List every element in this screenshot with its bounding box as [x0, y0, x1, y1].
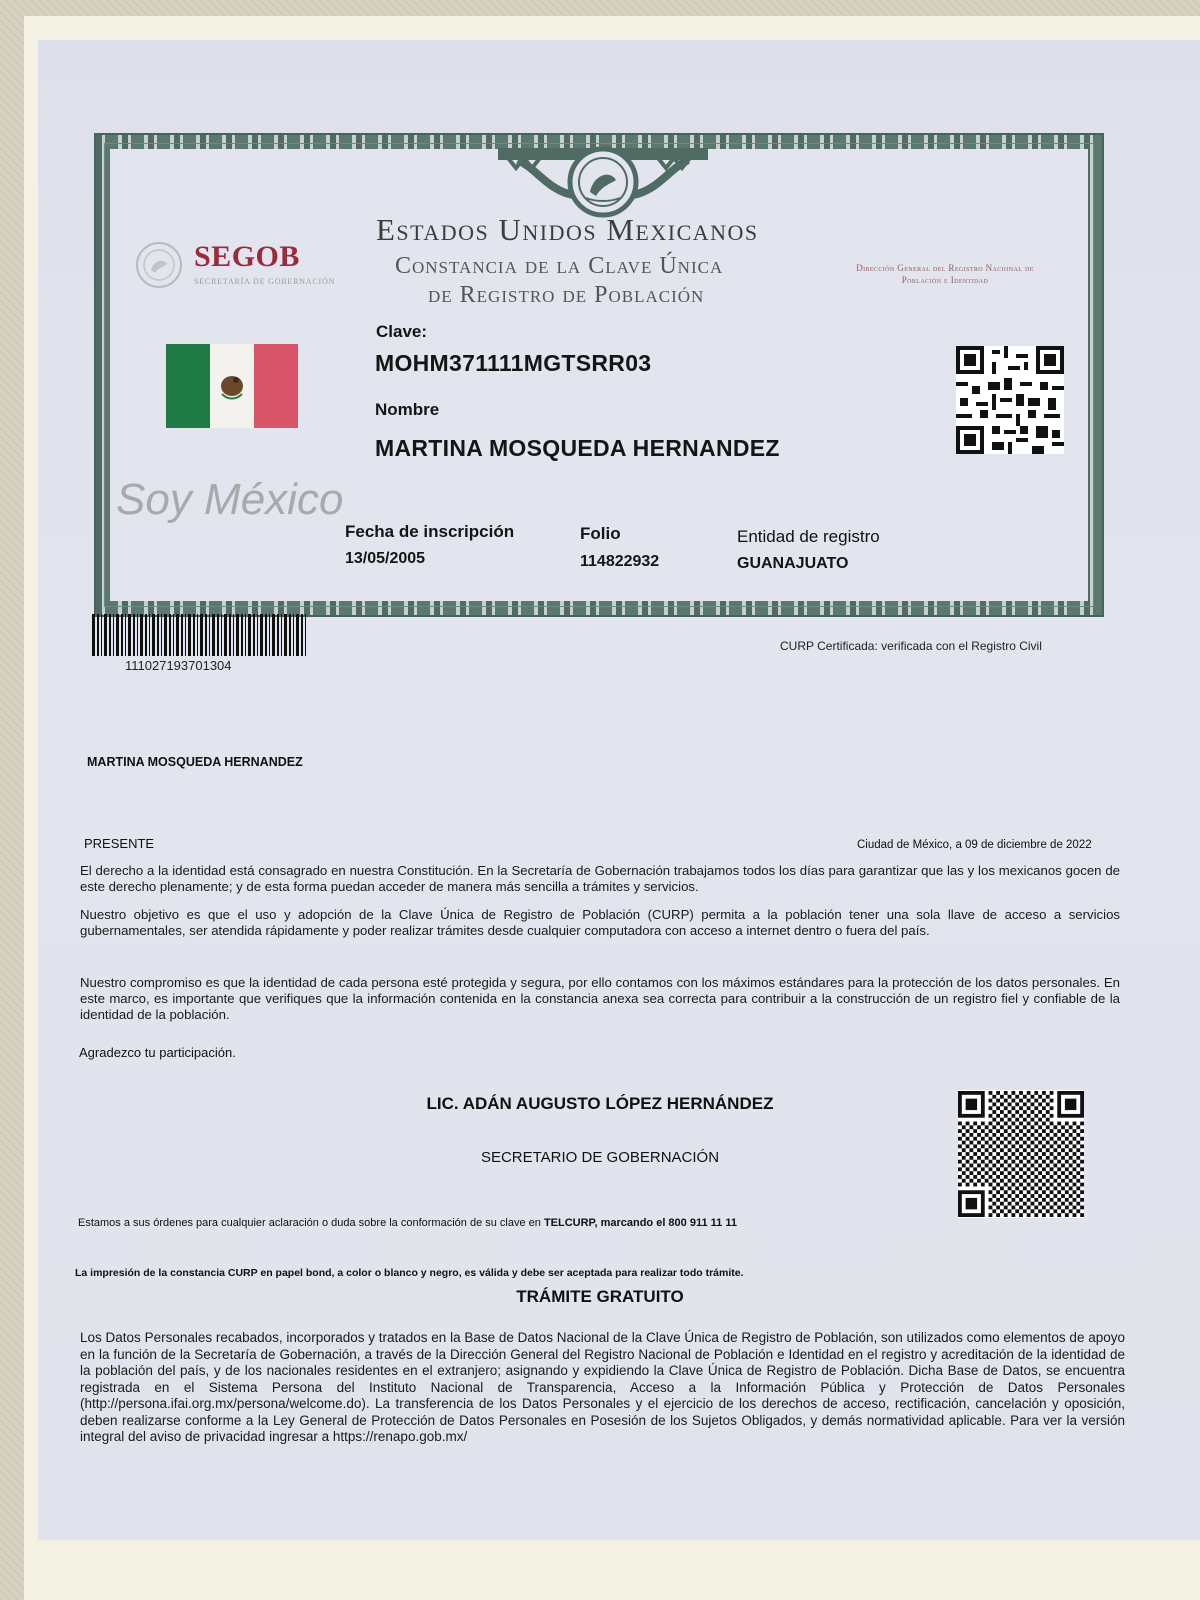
qr-code-large-icon [958, 1090, 1084, 1218]
folio-value: 114822932 [580, 553, 660, 570]
direccion-general-label: Dirección General del Registro Nacional de Población e Identidad [856, 263, 1034, 285]
impresion-validity-note: La impresión de la constancia CURP en papel bond, a color o blanco y negro, es válida y debe ser aceptada para realizar todo trámite. [75, 1267, 744, 1279]
letter-paragraph-2: Nuestro objetivo es que el uso y adopción de la Clave Única de Registro de Población (CURP) permita a la población tener una sola llave de acceso a servicios gubernamentales, ser atendida rápidamente y poder realizar trámites desde cualquier computadora con acceso a internet dentro o fuera del país. [80, 907, 1120, 938]
entidad-label: Entidad de registro [737, 527, 880, 546]
segob-seal-icon [134, 240, 184, 290]
national-crest-icon [498, 140, 708, 218]
letter-recipient: MARTINA MOSQUEDA HERNANDEZ [87, 755, 303, 769]
nombre-label: Nombre [375, 400, 440, 419]
telcurp-note [78, 1217, 737, 1229]
entidad-value: GUANAJUATO [737, 555, 849, 572]
mexican-flag-icon [166, 344, 298, 428]
privacy-notice: Los Datos Personales recabados, incorporados y tratados en la Base de Datos Nacional de la Clave Única de Registro de Población, son utilizados como elementos de apoyo en la función de la Secretaría de Gobernación, a través de la Dirección General del Registro Nacional de Población e Identidad en el registro y acreditación de la identidad de la población del país, y de los nacionales residentes en el extranjero; asignando y expidiendo la Clave Única de Registro de Población. Dicha Base de Datos, se encuentra registrada en el Sistema Persona del Instituto Nacional de Transparencia, Acceso a la Información Pública y Protección de Datos Personales (http://persona.ifai.org.mx/persona/welcome.do). La transferencia de los Datos Personales y el ejercicio de los derechos de acceso, rectificación, cancelación y oposición, deben realizarse conforme a la Ley General de Protección de Datos Personales en Posesión de los Sujetos Obligados, y demás normatividad aplicable. Para ver la versión integral del aviso de privacidad ingresar a https://renapo.gob.mx/ [80, 1330, 1125, 1444]
letter-agradezco: Agradezco tu participación. [79, 1045, 236, 1060]
signer-role: SECRETARIO DE GOBERNACIÓN [480, 1149, 720, 1166]
fecha-inscripcion-value: 13/05/2005 [345, 550, 426, 567]
folio-label: Folio [580, 524, 621, 543]
barcode-number: 111027193701304 [125, 658, 232, 673]
nombre-value: MARTINA MOSQUEDA HERNANDEZ [375, 435, 780, 461]
letter-paragraph-3: Nuestro compromiso es que la identidad de cada persona esté protegida y segura, por ello contamos con los máximos estándares para la protección de los datos personales. En este marco, es importante que verifiques que la información contenida en la constancia anexa sea correcta para contribuir a la construcción de un registro fiel y confiable de la identidad de la población. [80, 975, 1120, 1022]
letter-place-date: Ciudad de México, a 09 de diciembre de 2022 [857, 839, 1092, 851]
soy-mexico-watermark: Soy México [116, 475, 344, 524]
signer-name: LIC. ADÁN AUGUSTO LÓPEZ HERNÁNDEZ [426, 1094, 774, 1113]
letter-presente: PRESENTE [84, 836, 155, 851]
fecha-inscripcion-label: Fecha de inscripción [345, 522, 515, 541]
document-subtitle-line1: Constancia de la Clave Única [395, 253, 724, 279]
document-title: Estados Unidos Mexicanos [376, 212, 759, 247]
clave-value: MOHM371111MGTSRR03 [375, 350, 652, 376]
tramite-gratuito-heading: TRÁMITE GRATUITO [516, 1287, 684, 1306]
qr-code-icon [956, 346, 1064, 454]
document-subtitle-line2: de Registro de Población [428, 282, 705, 308]
telcurp-text: Estamos a sus órdenes para cualquier aclaración o duda sobre la conformación de su clave en [78, 1217, 544, 1229]
segob-logo-text: SEGOB [194, 240, 300, 273]
letter-paragraph-1: El derecho a la identidad está consagrado en nuestra Constitución. En la Secretaría de Gobernación trabajamos todos los días para garantizar que las y los mexicanos gocen de este derecho plenamente; y de esta forma puedan acceder de manera más sencilla a trámites y servicios. [80, 863, 1120, 894]
segob-subtitle: SECRETARÍA DE GOBERNACIÓN [194, 277, 336, 286]
curp-certificada-note: CURP Certificada: verificada con el Registro Civil [780, 639, 1042, 653]
barcode-icon [92, 614, 308, 656]
telcurp-phone: TELCURP, marcando el 800 911 11 11 [543, 1217, 737, 1229]
clave-label: Clave: [376, 322, 428, 341]
